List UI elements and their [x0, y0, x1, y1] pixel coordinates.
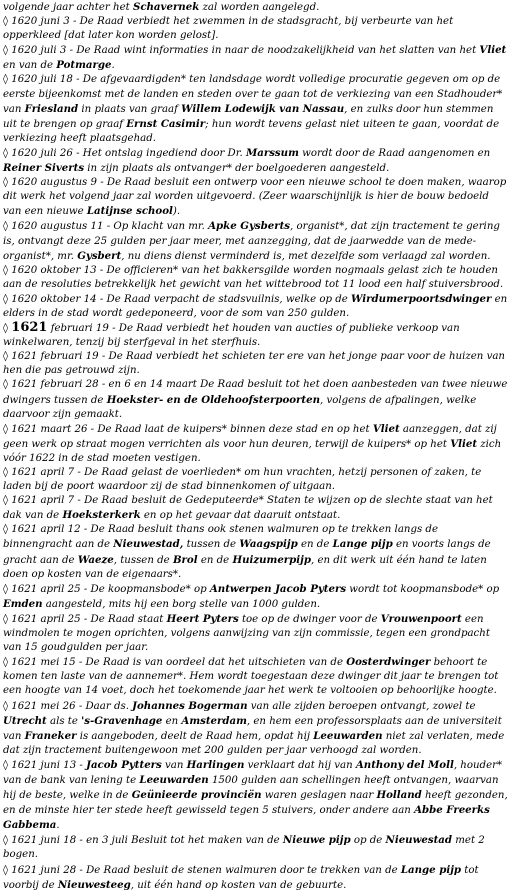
entry-text: 1620 oktober 13 - De officieren* van het bakkersgilde worden nogmaals gelast zich te houden aan de resoluties betrekkelijk het gewicht van het wittebrood tot 11 lood een half stuiversbrood.	[3, 264, 504, 290]
diamond-bullet-icon: ◊	[3, 583, 9, 595]
bold-name: Johannes Bogerman	[132, 699, 248, 712]
entry-text: zich vóór 1622 in de stad moeten vestigen.	[3, 438, 502, 464]
chronicle-entry	[3, 523, 510, 581]
bold-name: Amsterdam	[181, 714, 247, 727]
bold-name: Holland	[376, 789, 422, 802]
entry-text: 1621 april 12 - De Raad besluit thans ook stenen walmuren op te trekken langs de binnengracht aan de	[3, 524, 438, 551]
bold-name: Emden	[3, 597, 43, 610]
entry-text: en de	[297, 539, 333, 551]
bold-name: Brol	[172, 553, 198, 566]
entry-text: tussen de	[183, 539, 240, 551]
entry-text: 1621 mei 26 - Daar ds.	[8, 700, 133, 712]
bold-name: Antwerpen Jacob Pyters	[209, 582, 347, 595]
entry-text: 1621 februari 19 - De Raad verbiedt het schieten ter ere van het jonge paar voor de huizen van hen die pas getrouwd zijn.	[3, 351, 505, 377]
bold-name: Potmarge	[56, 59, 112, 72]
entry-text: 1620 juli 3 - De Raad wint informaties in naar de noodzakelijkheid van het slatten van het	[8, 45, 480, 57]
entry-text: 1620 augustus 9 - De Raad besluit een ontwerp voor een nieuwe school te doen maken, waarop dit werk het volgend jaar zal worden uitgevoerd. (Zeer waarschijnlijk is hier de bouw bedoeld van een nieuwe	[3, 177, 507, 218]
chronicle-entry	[3, 863, 510, 893]
bold-name: Franeker	[24, 729, 77, 742]
entry-text: en van de	[3, 60, 57, 72]
entry-text: volgende jaar achter het	[3, 2, 133, 13]
entry-text: 1621 april 25 - De koopmansbode* op	[8, 583, 210, 595]
bold-name: 's-Gravenhage	[81, 714, 163, 727]
bold-name: Huizumerpijp	[232, 553, 311, 566]
chronicle-entry	[3, 833, 510, 862]
diamond-bullet-icon: ◊	[3, 264, 9, 276]
diamond-bullet-icon: ◊	[3, 467, 9, 478]
diamond-bullet-icon: ◊	[3, 351, 9, 363]
bold-name: Lange pijp	[400, 863, 462, 876]
entry-text: , tussen de	[113, 554, 173, 566]
bold-name: Gysbert	[77, 249, 122, 262]
bold-name: Leeuwarden	[139, 773, 209, 786]
bold-name: Wirdumerpoortsdwinger	[351, 292, 492, 305]
bold-name: Leeuwarden	[313, 729, 383, 742]
bold-name: Marssum	[245, 146, 299, 159]
entry-text: .	[56, 820, 60, 832]
entry-text: en	[162, 715, 182, 727]
diamond-bullet-icon: ◊	[3, 16, 9, 28]
bold-name: Heert Pyters	[166, 612, 239, 625]
entry-text: ).	[172, 206, 181, 218]
entry-text: zal worden aangelegd.	[199, 2, 320, 13]
chronicle-entry	[3, 699, 510, 758]
diamond-bullet-icon: ◊	[3, 835, 9, 847]
bold-name: Jacob Pytters	[86, 758, 162, 771]
bold-name: Friesland	[24, 102, 79, 115]
entry-text: , volgens de afpalingen, welke daarvoor zijn gemaakt.	[3, 394, 477, 420]
entry-text: aanzeggen, dat zij geen werk op straat mogen verrichten als voor hun deuren, terwijl de kuipers* op het	[3, 423, 497, 450]
bold-name: Abbe Freerks Gabbema	[3, 804, 490, 832]
diamond-bullet-icon: ◊	[3, 379, 9, 391]
bold-name: Anthony del Moll	[355, 758, 454, 771]
chronicle-entry	[3, 350, 510, 378]
bold-name: Schavernek	[132, 1, 200, 13]
bold-name: Ernst Casimir	[126, 117, 206, 130]
diamond-bullet-icon: ◊	[3, 657, 9, 669]
chronicle-entry	[3, 422, 510, 466]
entry-text: en op het gevaar dat daaruit ontstaat.	[140, 510, 341, 522]
bold-name: Utrecht	[3, 714, 47, 727]
entry-text: februari 19 - De Raad verbiedt het houden van aucties of publieke verkoop van winkelwaren, tenzij bij sterfgeval in het sterfhuis.	[3, 323, 460, 349]
chronicle-entry	[3, 612, 510, 655]
diamond-bullet-icon: ◊	[3, 759, 9, 771]
bold-name: Vrouwenpoort	[380, 612, 462, 625]
entry-text: wordt door de Raad aangenomen en	[298, 147, 491, 159]
entry-text: van	[161, 759, 187, 771]
entry-text: 1500 gulden aan schellingen heeft ontvangen, waarvan hij de beste, welke in de	[3, 774, 499, 802]
diamond-bullet-icon: ◊	[3, 293, 9, 305]
entry-text: , houder* van de bank van lening te	[3, 759, 503, 786]
bold-name: Latijnse school	[86, 205, 173, 218]
entry-text: en elders in de stad wordt gedeponeerd, voor de som van 250 gulden.	[3, 293, 508, 319]
chronicle-entry	[3, 758, 510, 833]
bold-name: Nieuwestad	[385, 834, 453, 847]
chronicle-entry	[3, 582, 510, 612]
bold-name: Hoeksterkerk	[62, 509, 141, 522]
entry-text: , en hem een professorsplaats aan de universiteit van	[3, 715, 502, 742]
diamond-bullet-icon: ◊	[3, 74, 9, 86]
diamond-bullet-icon: ◊	[3, 221, 9, 233]
entry-text: in zijn plaats als ontvanger* der boelgoederen aangesteld.	[84, 163, 390, 175]
entry-text: 1620 juli 18 - De afgevaardigden* ten landsdage wordt volledige procuratie gegeven om op de eerste bijeenkomst met de landen en steden over te gaan tot de verkiezing van een Stadhouder* van	[3, 74, 503, 115]
chronicle-entry	[3, 321, 510, 350]
entry-text: als te	[46, 715, 82, 727]
diamond-bullet-icon: ◊	[3, 700, 9, 712]
chronicle-entries	[3, 15, 510, 893]
bold-name: Geünieerde provinciën	[131, 789, 262, 802]
entry-text: heeft gezonden, en de minste hier ter stede heeft gewisseld tegen 5 stuivers, onder andere aan	[3, 790, 508, 817]
bold-name: Waagspijp	[239, 538, 298, 551]
year-heading: 1621	[11, 320, 48, 336]
chronicle-entry	[3, 43, 510, 73]
chronicle-entry	[3, 466, 510, 494]
diamond-bullet-icon: ◊	[3, 495, 9, 507]
bold-name: Hoekster- en de Oldehoofsterpoorten	[106, 393, 320, 406]
bold-name: Nieuwestad,	[113, 538, 184, 551]
bold-name: Willem Lodewijk van Nassau	[181, 102, 345, 115]
entry-text: een windmolen te mogen oprichten, volgens aanwijzing van zijn commissie, tegen een grondpacht van 15 goudgulden per jaar.	[3, 613, 490, 654]
bold-name: Vliet	[450, 437, 478, 450]
intro-paragraph	[3, 0, 510, 15]
entry-text: , nu diens dienst verminderd is, met dezelfde som verlaagd zal worden.	[121, 250, 491, 262]
entry-text: 1621 juni 18 - en 3 juli Besluit tot het maken van de	[8, 835, 283, 847]
entry-text: toe op de dwinger voor de	[238, 613, 381, 625]
chronicle-entry	[3, 494, 510, 523]
chronicle-entry	[3, 655, 510, 698]
diamond-bullet-icon: ◊	[3, 45, 9, 57]
chronicle-entry	[3, 219, 510, 263]
entry-text: 1621 maart 26 - De Raad laat de kuipers* binnen deze stad en op het	[8, 423, 373, 435]
bold-name: Oosterdwinger	[346, 656, 431, 669]
entry-text: verklaart dat hij van	[244, 759, 356, 771]
entry-text: behoort te komen ten laste van de aannemer*. Hem wordt toegestaan deze dwinger dit jaar te brengen tot een hoogte van 14 voet, doch het toekomende jaar het werk te voltooien op behoorlijke hoogte.	[3, 657, 499, 697]
bold-name: Lange pijp	[332, 538, 393, 551]
bold-name: Vliet	[372, 422, 400, 435]
entry-text: , en zulks door hun stemmen uit te brengen op graaf	[3, 103, 494, 130]
entry-text: ; hun wordt tevens gelast niet uiteen te gaan, voordat de verkiezing heeft plaatsgehad.	[3, 118, 500, 144]
entry-text: 1620 juli 26 - Het ontslag ingediend door Dr.	[8, 147, 246, 159]
entry-text: .	[111, 60, 115, 72]
diamond-bullet-icon: ◊	[3, 147, 9, 159]
entry-text: en de	[197, 554, 233, 566]
entry-text: op de	[350, 835, 386, 847]
entry-text: 1621 juni 13 -	[8, 759, 87, 771]
chronicle-entry	[3, 176, 510, 219]
entry-text: aangesteld, mits hij een borg stelle van 1000 gulden.	[42, 598, 321, 610]
entry-text: van alle zijden beroepen ontvangt, zowel te	[247, 700, 476, 712]
entry-text: 1621 februari 28 - en 6 en 14 maart De Raad besluit tot het doen aanbesteden van twee nieuwe dwingers tussen de	[3, 379, 508, 406]
bold-name: Reiner Siverts	[3, 162, 85, 175]
entry-text: in plaats van graaf	[78, 103, 182, 115]
entry-text: 1621 april 7 - De Raad gelast de voerlieden* om hun vrachten, hetzij personen of zaken, te laden bij de poort waardoor zij de stad binnenkomen of uitgaan.	[3, 467, 482, 493]
bold-name: Harlingen	[186, 758, 245, 771]
chronicle-entry	[3, 73, 510, 145]
entry-text: 1620 juni 3 - De Raad verbiedt het zwemmen in de stadsgracht, bij verbeurte van het opperkleed [dat later kon worden gelost].	[3, 16, 454, 42]
entry-text: tot voorbij de	[3, 864, 479, 891]
diamond-bullet-icon: ◊	[3, 524, 9, 536]
entry-text: 1621 april 7 - De Raad besluit de Gedeputeerde* Staten te wijzen op de slechte staat van het dak van de	[3, 495, 493, 522]
diamond-bullet-icon: ◊	[3, 613, 9, 625]
entry-text: is aangeboden, deelt de Raad hem, opdat hij	[76, 730, 314, 742]
entry-text: , en dit werk uit één hand te laten doen op kosten van de eigenaars*.	[3, 554, 487, 580]
entry-text: met 2 bogen.	[3, 835, 485, 861]
entry-text: 1620 oktober 14 - De Raad verpacht de stadsvuilnis, welke op de	[8, 293, 352, 305]
entry-text: niet zal verlaten, mede dat zijn tractement buitengewoon met 200 gulden per jaar verhoogd zal worden.	[3, 730, 505, 756]
entry-text: wordt tot koopmansbode* op	[346, 583, 500, 595]
entry-text: 1621 juni 28 - De Raad besluit de stenen walmuren door te trekken van de	[8, 864, 401, 876]
entry-text: en voorts langs de gracht aan de	[3, 539, 491, 566]
chronicle-entry	[3, 146, 510, 176]
bold-name: Vliet	[479, 44, 507, 57]
chronicle-entry	[3, 264, 510, 292]
bold-name: Nieuwesteeg	[57, 878, 131, 891]
entry-text: , uit één hand op kosten van de gebuurte.	[130, 879, 347, 891]
diamond-bullet-icon: ◊	[3, 177, 9, 189]
entry-text: , organist*, dat zijn tractement te gering is, ontvangt deze 25 gulden per jaar meer, met aanzegging, dat de jaarwedde van de mede-organist*, mr.	[3, 221, 500, 262]
diamond-bullet-icon: ◊	[3, 423, 9, 435]
entry-text: 1621 mei 15 - De Raad is van oordeel dat het uitschieten van de	[8, 657, 347, 669]
bold-name: Apke Gysberts	[208, 220, 291, 233]
entry-text: waren geslagen naar	[261, 790, 377, 802]
chronicle-entry	[3, 15, 510, 43]
chronicle-entry	[3, 292, 510, 321]
entry-text: 1621 april 25 - De Raad staat	[8, 613, 167, 625]
diamond-bullet-icon: ◊	[3, 323, 9, 335]
chronicle-entry	[3, 378, 510, 421]
entry-text: 1620 augustus 11 - Op klacht van mr.	[8, 221, 209, 233]
diamond-bullet-icon: ◊	[3, 864, 9, 876]
bold-name: Waeze	[77, 553, 114, 566]
bold-name: Nieuwe pijp	[282, 834, 351, 847]
